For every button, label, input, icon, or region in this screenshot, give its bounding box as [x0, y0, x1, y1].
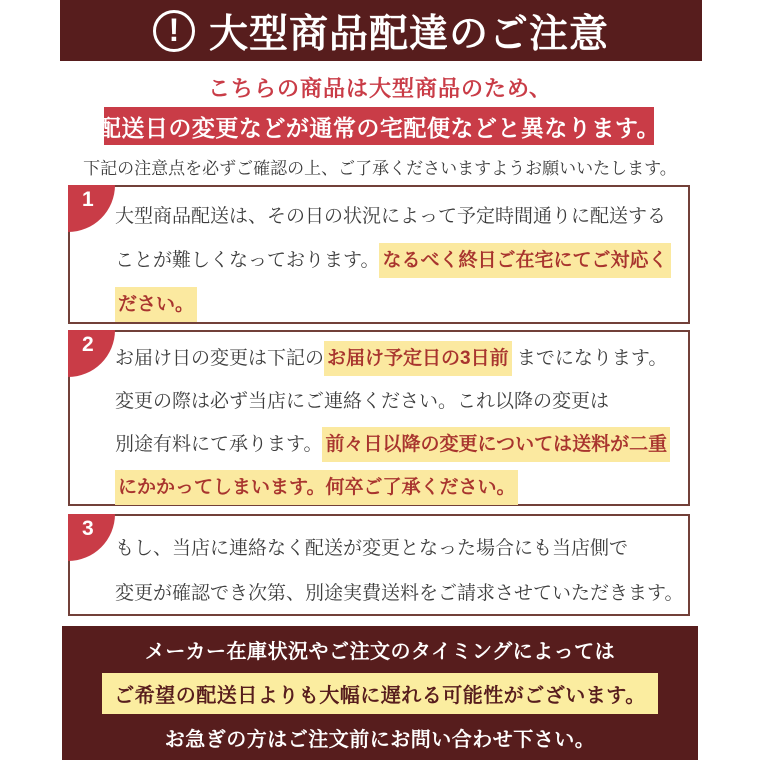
highlighted-text: にかかってしまいます。何卒ご了承ください。 — [115, 470, 518, 505]
text-line — [115, 380, 680, 423]
highlighted-text: ださい。 — [115, 287, 197, 322]
text-line — [115, 466, 680, 509]
page-title: 大型商品配達のご注意 — [208, 12, 609, 56]
body-text: までになります。 — [511, 348, 668, 369]
body-text: 変更が確認でき次第、別途実費送料をご請求させていただきます。 — [115, 583, 684, 604]
notice-box-3 — [68, 514, 690, 616]
intro-lead-text: こちらの商品は大型商品のため、 — [207, 76, 553, 101]
body-text: ことが難しくなっております。 — [115, 250, 380, 271]
highlighted-text: 前々日以降の変更については送料が二重 — [322, 427, 670, 462]
text-line — [115, 423, 680, 466]
section-number-badge: 3 — [68, 514, 115, 561]
body-text: 大型商品配送は、その日の状況によって予定時間通りに配送する — [115, 206, 667, 227]
notice-footer — [62, 626, 698, 760]
notice-box-2 — [68, 330, 690, 506]
notice-header — [60, 0, 702, 61]
section-text — [70, 187, 688, 327]
body-text: もし、当店に連絡なく配送が変更となった場合にも当店側で — [115, 538, 629, 559]
text-line — [115, 239, 680, 283]
footer-highlight-box: ご希望の配送日よりも大幅に遅れる可能性がございます。 — [102, 673, 657, 714]
footer-line-3: お急ぎの方はご注文前にお問い合わせ下さい。 — [164, 728, 596, 751]
section-text — [70, 516, 688, 616]
section-number-badge: 1 — [68, 185, 115, 232]
text-line — [115, 571, 684, 616]
section-text — [70, 332, 688, 509]
footer-line-1: メーカー在庫状況やご注文のタイミングによっては — [144, 640, 616, 663]
text-line — [115, 337, 680, 380]
body-text: 変更の際は必ず当店にご連絡ください。これ以降の変更は — [115, 391, 610, 412]
body-text: 別途有料にて承ります。 — [115, 434, 323, 455]
notice-box-1 — [68, 185, 690, 324]
text-line — [115, 195, 680, 239]
intro-banner: 配送日の変更などが通常の宅配便などと異なります。 — [104, 107, 654, 145]
text-line — [115, 283, 680, 327]
body-text: お届け日の変更は下記の — [115, 348, 325, 369]
section-number-badge: 2 — [68, 330, 115, 377]
exclamation-circle-icon: ! — [153, 10, 195, 52]
highlighted-text: お届け予定日の3日前 — [324, 341, 512, 376]
highlighted-text: なるべく終日ご在宅にてご対応く — [379, 243, 670, 278]
intro-note-text: 下記の注意点を必ずご確認の上、ご了承くださいますようお願いいたします。 — [83, 159, 677, 178]
text-line — [115, 526, 680, 571]
